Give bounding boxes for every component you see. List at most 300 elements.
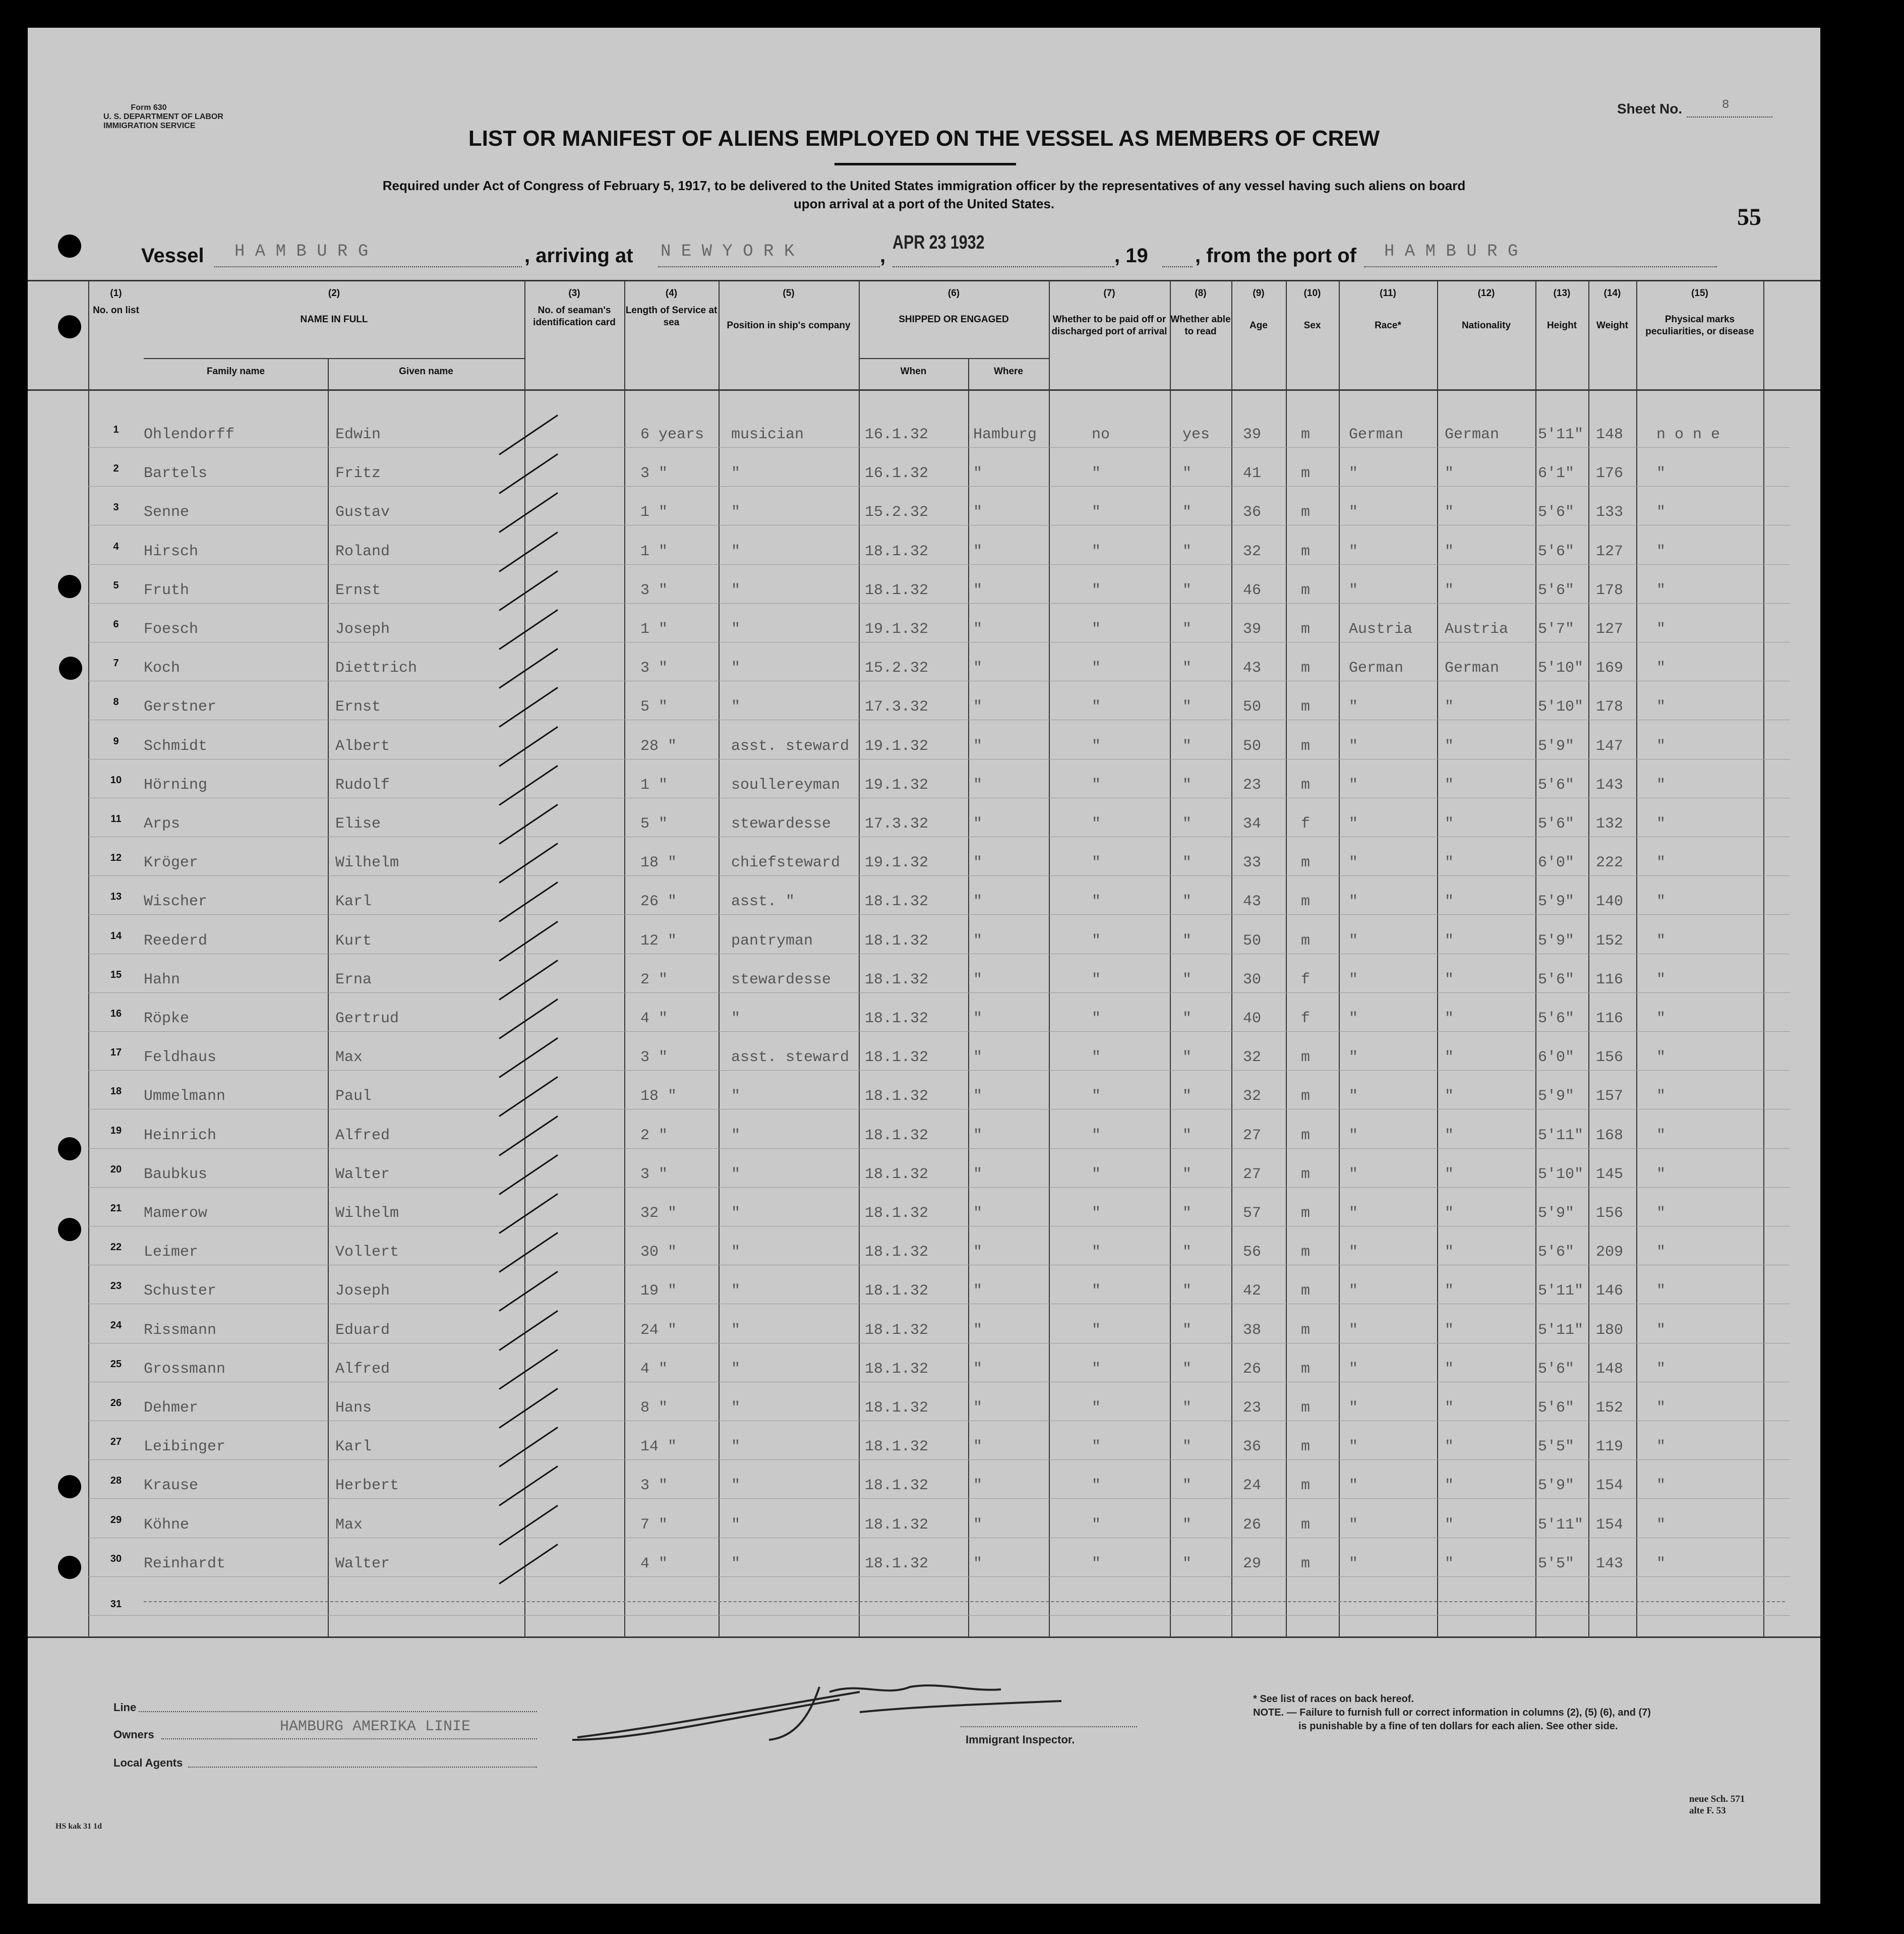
cell-family: Fruth [144, 581, 190, 599]
row-number: 25 [110, 1358, 122, 1370]
row-number: 28 [110, 1475, 122, 1487]
cell-sex: m [1301, 1049, 1311, 1067]
cell-sex: m [1301, 1088, 1311, 1105]
cell-nationality: German [1445, 426, 1500, 443]
row-number: 4 [113, 541, 119, 552]
row-rule [88, 992, 1790, 993]
cell-sex: m [1301, 1555, 1311, 1572]
cell-height: 6'0" [1538, 1049, 1575, 1067]
cell-where: " [973, 1399, 983, 1417]
cell-height: 6'1" [1538, 465, 1575, 483]
given-name-header: Given name [399, 366, 453, 377]
cell-weight: 147 [1596, 737, 1624, 755]
cell-weight: 140 [1596, 893, 1624, 911]
cell-position: " [731, 1399, 741, 1417]
cell-age: 39 [1243, 426, 1262, 443]
cell-nationality: " [1445, 971, 1454, 988]
cell-where: " [973, 1321, 983, 1339]
cell-family: Röpke [144, 1010, 190, 1027]
cell-sex: m [1301, 621, 1311, 638]
col14-header [1588, 287, 1636, 332]
cell-weight: 222 [1596, 854, 1624, 872]
cell-sex: m [1301, 893, 1311, 911]
cell-read: " [1182, 621, 1192, 638]
cell-sex: f [1301, 971, 1311, 988]
cell-age: 27 [1243, 1127, 1262, 1144]
cell-when: 18.1.32 [865, 1282, 929, 1300]
cell-read: " [1182, 971, 1192, 988]
cell-race: " [1349, 815, 1358, 833]
cell-position: chiefsteward [731, 854, 841, 872]
col3-number: (3) [568, 288, 580, 299]
cell-nationality: " [1445, 1127, 1454, 1144]
cell-nationality: " [1445, 737, 1454, 755]
col11-label: Race* [1375, 320, 1401, 331]
row-rule [88, 875, 1790, 876]
cell-age: 46 [1243, 581, 1262, 599]
cell-paid: " [1092, 1088, 1101, 1105]
cell-nationality: " [1445, 504, 1454, 521]
col5-number: (5) [783, 288, 795, 299]
cell-when: 18.1.32 [865, 1088, 929, 1105]
cell-position: asst. steward [731, 737, 850, 755]
cell-weight: 148 [1596, 1360, 1624, 1378]
cell-race: German [1349, 660, 1404, 677]
col2-number: (2) [328, 288, 340, 299]
cell-position: " [731, 504, 741, 521]
cell-marks: " [1656, 1321, 1666, 1339]
cell-height: 5'9" [1538, 737, 1575, 755]
cell-race: " [1349, 854, 1358, 872]
cell-family: Rissmann [144, 1321, 217, 1339]
row-number: 18 [110, 1086, 122, 1097]
row-number: 11 [110, 813, 122, 825]
id-card-check-mark [499, 882, 558, 922]
cell-marks: " [1656, 815, 1666, 833]
id-card-check-mark [499, 1271, 558, 1312]
cell-family: Reederd [144, 932, 208, 950]
vessel-name: H A M B U R G [234, 242, 369, 261]
cell-age: 29 [1243, 1555, 1262, 1572]
row-number: 7 [113, 658, 119, 669]
col4-number: (4) [665, 288, 678, 299]
cell-service: 3 " [640, 581, 668, 599]
cell-position: " [731, 1205, 741, 1222]
penalty-note-line1: NOTE. — Failure to furnish full or correct information in columns (2), (5) (6), and (7) [1253, 1707, 1651, 1718]
cell-nationality: " [1445, 1399, 1454, 1417]
cell-sex: m [1301, 504, 1311, 521]
cell-height: 6'0" [1538, 854, 1575, 872]
cell-marks: " [1656, 1205, 1666, 1222]
cell-family: Wischer [144, 893, 208, 911]
cell-position: " [731, 465, 741, 483]
cell-given: Ernst [335, 581, 381, 599]
comma-separator: , [880, 245, 886, 267]
cell-height: 5'5" [1538, 1438, 1575, 1456]
punch-hole [58, 1218, 81, 1241]
col3-label: No. of seaman's identification card [533, 305, 616, 328]
cell-marks: " [1656, 1244, 1666, 1261]
cell-marks: n o n e [1656, 426, 1720, 443]
row-number: 13 [110, 891, 122, 903]
cell-marks: " [1656, 776, 1666, 794]
cell-service: 2 " [640, 1127, 668, 1144]
cell-race: " [1349, 1555, 1358, 1572]
row-number: 3 [113, 502, 119, 513]
cell-service: 30 " [640, 1244, 677, 1261]
cell-nationality: " [1445, 893, 1454, 911]
cell-weight: 146 [1596, 1282, 1624, 1300]
col3-header [524, 287, 624, 329]
cell-paid: " [1092, 1244, 1101, 1261]
owners-field-line [161, 1738, 537, 1739]
inspector-label: Immigrant Inspector. [966, 1733, 1075, 1746]
cell-family: Ohlendorff [144, 426, 235, 443]
cell-race: German [1349, 426, 1404, 443]
cell-age: 23 [1243, 776, 1262, 794]
cell-where: " [973, 543, 983, 560]
cell-race: " [1349, 543, 1358, 560]
cell-position: " [731, 1127, 741, 1144]
cell-marks: " [1656, 737, 1666, 755]
row-number: 27 [110, 1436, 122, 1448]
cell-weight: 133 [1596, 504, 1624, 521]
cell-age: 50 [1243, 737, 1262, 755]
cell-paid: " [1092, 504, 1101, 521]
cell-service: 3 " [640, 660, 668, 677]
cell-position: soullereyman [731, 776, 841, 794]
cell-age: 57 [1243, 1205, 1262, 1222]
cell-position: " [731, 1360, 741, 1378]
cell-position: " [731, 1282, 741, 1300]
cell-age: 40 [1243, 1010, 1262, 1027]
cell-given: Rudolf [335, 776, 390, 794]
cell-given: Max [335, 1516, 363, 1534]
cell-age: 32 [1243, 1088, 1262, 1105]
cell-marks: " [1656, 1282, 1666, 1300]
cell-weight: 154 [1596, 1477, 1624, 1495]
cell-service: 5 " [640, 815, 668, 833]
cell-paid: " [1092, 854, 1101, 872]
cell-where: " [973, 660, 983, 677]
col14-number: (14) [1603, 288, 1621, 299]
cell-when: 18.1.32 [865, 1010, 929, 1027]
col-divider [1339, 280, 1340, 1636]
cell-paid: " [1092, 1477, 1101, 1495]
col8-label: Whether able to read [1170, 314, 1231, 337]
col2-header [144, 287, 524, 326]
cell-position: " [731, 660, 741, 677]
cell-age: 42 [1243, 1282, 1262, 1300]
cell-height: 5'6" [1538, 581, 1575, 599]
id-card-check-mark [499, 609, 558, 650]
cell-when: 18.1.32 [865, 1477, 929, 1495]
col1-label: No. on list [93, 305, 139, 316]
id-card-check-mark [499, 843, 558, 884]
cell-race: Austria [1349, 621, 1413, 638]
cell-height: 5'6" [1538, 504, 1575, 521]
cell-read: " [1182, 1165, 1192, 1183]
cell-where: " [973, 1555, 983, 1572]
cell-read: " [1182, 465, 1192, 483]
cell-read: " [1182, 893, 1192, 911]
cell-service: 1 " [640, 543, 668, 560]
cell-age: 36 [1243, 1438, 1262, 1456]
schedule-ref-new: neue Sch. 571 [1689, 1794, 1745, 1804]
cell-position: " [731, 1321, 741, 1339]
cell-position: asst. steward [731, 1049, 850, 1067]
cell-race: " [1349, 1049, 1358, 1067]
cell-family: Mamerow [144, 1205, 208, 1222]
cell-height: 5'10" [1538, 660, 1584, 677]
cell-when: 18.1.32 [865, 893, 929, 911]
when-header: When [900, 366, 927, 377]
cell-sex: m [1301, 465, 1311, 483]
cell-service: 4 " [640, 1555, 668, 1572]
cell-height: 5'5" [1538, 1555, 1575, 1572]
cell-service: 4 " [640, 1010, 668, 1027]
cell-where: " [973, 1010, 983, 1027]
cell-when: 19.1.32 [865, 776, 929, 794]
cell-height: 5'9" [1538, 1088, 1575, 1105]
cell-family: Senne [144, 504, 190, 521]
cell-paid: " [1092, 1282, 1101, 1300]
cell-read: " [1182, 1088, 1192, 1105]
cell-given: Paul [335, 1088, 372, 1105]
cell-when: 18.1.32 [865, 1205, 929, 1222]
cell-nationality: " [1445, 1555, 1454, 1572]
col8-number: (8) [1195, 288, 1207, 299]
col10-header [1286, 287, 1339, 332]
cell-when: 17.3.32 [865, 815, 929, 833]
manifest-title: LIST OR MANIFEST OF ALIENS EMPLOYED ON THE VESSEL AS MEMBERS OF CREW [468, 126, 1380, 151]
vessel-label: Vessel [141, 245, 204, 267]
cell-sex: m [1301, 426, 1311, 443]
cell-age: 50 [1243, 698, 1262, 716]
cell-service: 4 " [640, 1360, 668, 1378]
cell-position: " [731, 1438, 741, 1456]
cell-nationality: Austria [1445, 621, 1509, 638]
col-divider [1286, 280, 1287, 1636]
row-number: 17 [110, 1047, 122, 1059]
cell-paid: " [1092, 815, 1101, 833]
cell-position: " [731, 1010, 741, 1027]
cell-service: 3 " [640, 1477, 668, 1495]
row-rule [88, 564, 1790, 565]
cell-marks: " [1656, 971, 1666, 988]
col15-label: Physical marks peculiarities, or disease [1645, 314, 1754, 337]
cell-given: Wilhelm [335, 854, 399, 872]
cell-where: " [973, 1244, 983, 1261]
cell-family: Dehmer [144, 1399, 199, 1417]
cell-when: 18.1.32 [865, 1399, 929, 1417]
cell-paid: " [1092, 465, 1101, 483]
cell-weight: 127 [1596, 621, 1624, 638]
cell-service: 19 " [640, 1282, 677, 1300]
cell-read: " [1182, 932, 1192, 950]
cell-nationality: " [1445, 776, 1454, 794]
cell-race: " [1349, 932, 1358, 950]
cell-race: " [1349, 1088, 1358, 1105]
id-card-check-mark [499, 1154, 558, 1195]
col2-label: NAME IN FULL [300, 314, 368, 325]
arriving-line [658, 266, 880, 267]
row-number: 23 [110, 1280, 122, 1292]
cell-position: " [731, 1165, 741, 1183]
from-port: H A M B U R G [1384, 242, 1518, 261]
col-divider [1437, 280, 1438, 1636]
cell-service: 3 " [640, 1049, 668, 1067]
cell-when: 16.1.32 [865, 465, 929, 483]
cell-position: " [731, 1555, 741, 1572]
cell-paid: " [1092, 1438, 1101, 1456]
arriving-label: , arriving at [524, 245, 633, 267]
cell-given: Gertrud [335, 1010, 399, 1027]
schedule-ref-old: alte F. 53 [1689, 1805, 1726, 1816]
row-rule [88, 603, 1790, 604]
cell-marks: " [1656, 543, 1666, 560]
cell-height: 5'6" [1538, 1360, 1575, 1378]
id-card-check-mark [499, 570, 558, 611]
cell-race: " [1349, 1205, 1358, 1222]
cell-given: Fritz [335, 465, 381, 483]
cell-marks: " [1656, 581, 1666, 599]
page-number: 55 [1737, 204, 1761, 230]
cell-given: Hans [335, 1399, 372, 1417]
cell-marks: " [1656, 621, 1666, 638]
cell-age: 34 [1243, 815, 1262, 833]
cell-family: Hörning [144, 776, 208, 794]
cell-given: Joseph [335, 621, 390, 638]
cell-read: " [1182, 1516, 1192, 1534]
cell-nationality: " [1445, 854, 1454, 872]
cell-sex: f [1301, 815, 1311, 833]
id-card-check-mark [499, 1310, 558, 1351]
cell-sex: m [1301, 1244, 1311, 1261]
cell-service: 24 " [640, 1321, 677, 1339]
department-name: U. S. DEPARTMENT OF LABOR [103, 112, 223, 121]
cell-when: 15.2.32 [865, 504, 929, 521]
cell-where: " [973, 1516, 983, 1534]
cell-weight: 156 [1596, 1049, 1624, 1067]
cell-service: 28 " [640, 737, 677, 755]
cell-age: 43 [1243, 660, 1262, 677]
cell-sex: m [1301, 932, 1311, 950]
id-card-check-mark [499, 687, 558, 728]
cell-position: " [731, 621, 741, 638]
sheet-number-line [1687, 116, 1772, 118]
races-note: * See list of races on back hereof. [1253, 1693, 1414, 1705]
cell-position: musician [731, 426, 804, 443]
cell-age: 56 [1243, 1244, 1262, 1261]
row-number: 31 [110, 1599, 122, 1610]
arriving-port: N E W Y O R K [661, 242, 795, 261]
cell-position: " [731, 698, 741, 716]
cell-marks: " [1656, 504, 1666, 521]
cell-race: " [1349, 1165, 1358, 1183]
cell-paid: " [1092, 971, 1101, 988]
cell-height: 5'6" [1538, 971, 1575, 988]
cell-height: 5'6" [1538, 1244, 1575, 1261]
cell-race: " [1349, 698, 1358, 716]
row-number: 20 [110, 1163, 122, 1175]
cell-when: 18.1.32 [865, 581, 929, 599]
cell-sex: m [1301, 1165, 1311, 1183]
cell-sex: m [1301, 698, 1311, 716]
form-number: Form 630 [131, 103, 167, 112]
cell-age: 32 [1243, 1049, 1262, 1067]
cell-nationality: " [1445, 1088, 1454, 1105]
cell-position: " [731, 1088, 741, 1105]
cell-height: 5'9" [1538, 1477, 1575, 1495]
cell-when: 18.1.32 [865, 543, 929, 560]
row-rule [88, 1148, 1790, 1149]
cell-paid: " [1092, 698, 1101, 716]
cell-sex: m [1301, 1282, 1311, 1300]
cell-given: Max [335, 1049, 363, 1067]
cell-position: " [731, 543, 741, 560]
cell-paid: " [1092, 1321, 1101, 1339]
cell-service: 14 " [640, 1438, 677, 1456]
cell-read: " [1182, 660, 1192, 677]
cell-where: " [973, 815, 983, 833]
shipped-subheader-rule [859, 358, 1049, 359]
cell-service: 26 " [640, 893, 677, 911]
id-card-check-mark [499, 1427, 558, 1468]
col-divider [719, 280, 720, 1636]
col7-header [1049, 287, 1170, 338]
id-card-check-mark [499, 921, 558, 962]
cell-where: " [973, 1127, 983, 1144]
cell-height: 5'11" [1538, 1282, 1584, 1300]
id-card-check-mark [499, 1466, 558, 1506]
cell-where: " [973, 776, 983, 794]
cell-age: 26 [1243, 1360, 1262, 1378]
header-bottom-border [28, 389, 1820, 391]
title-rule [835, 163, 1016, 165]
col5-label: Position in ship's company [727, 320, 851, 331]
cell-service: 32 " [640, 1205, 677, 1222]
cell-height: 5'10" [1538, 1165, 1584, 1183]
cell-weight: 156 [1596, 1205, 1624, 1222]
cell-nationality: " [1445, 1360, 1454, 1378]
cell-service: 8 " [640, 1399, 668, 1417]
cell-nationality: " [1445, 543, 1454, 560]
cell-family: Koch [144, 660, 181, 677]
cell-family: Schmidt [144, 737, 208, 755]
cell-nationality: " [1445, 1321, 1454, 1339]
cell-marks: " [1656, 1010, 1666, 1027]
id-card-check-mark [499, 648, 558, 689]
col9-label: Age [1250, 320, 1268, 331]
cell-read: " [1182, 1321, 1192, 1339]
cell-paid: " [1092, 1165, 1101, 1183]
cell-sex: m [1301, 1360, 1311, 1378]
cell-service: 3 " [640, 1165, 668, 1183]
cell-height: 5'6" [1538, 1010, 1575, 1027]
cell-weight: 152 [1596, 932, 1624, 950]
cell-age: 38 [1243, 1321, 1262, 1339]
cell-family: Reinhardt [144, 1555, 226, 1572]
cell-sex: f [1301, 1010, 1311, 1027]
row-rule [88, 486, 1790, 487]
cell-family: Köhne [144, 1516, 190, 1534]
cell-age: 27 [1243, 1165, 1262, 1183]
cell-marks: " [1656, 893, 1666, 911]
cell-nationality: " [1445, 698, 1454, 716]
cell-read: " [1182, 1360, 1192, 1378]
cell-paid: " [1092, 1049, 1101, 1067]
